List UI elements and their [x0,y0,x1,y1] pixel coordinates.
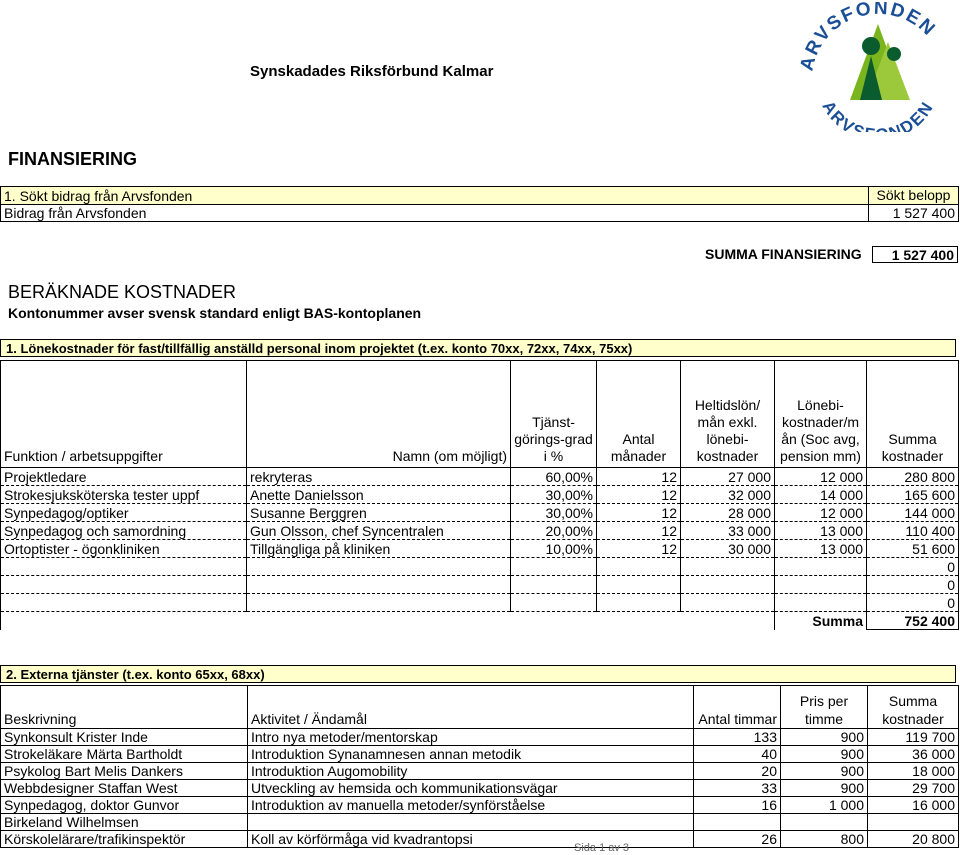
tjanstgoringsgrad-cell: 60,00% [511,468,597,486]
beskrivning-cell: Strokeläkare Märta Bartholdt [1,746,248,763]
bidrag-label: Bidrag från Arvsfonden [1,205,869,222]
namn-cell: rekryteras [247,468,511,486]
summa-cell: 20 800 [868,831,959,848]
namn-cell [247,594,511,612]
heltidslon-cell [681,576,775,594]
summa-cell: 0 [867,576,959,594]
lonekostnad-row [1,594,959,612]
svg-text:ARVSFONDEN [818,98,937,132]
antal-manader-cell [597,558,681,576]
kontonummer-note: Kontonummer avser svensk standard enligt BAS-kontoplanen [8,305,422,321]
col-lonebikostnader: Lönebi- kostnader/m ån (Soc avg, pension mm) [775,361,867,468]
summa-cell: 0 [867,558,959,576]
lonekostnad-row [1,468,959,486]
finansiering-heading: FINANSIERING [8,149,138,169]
summa-cell: 16 000 [868,797,959,814]
namn-cell [247,576,511,594]
summa-cell: 280 800 [867,468,959,486]
pris-per-timme-cell: 900 [781,746,868,763]
lonekostnader-summa-value: 752 400 [867,612,959,630]
namn-cell: Gun Olsson, chef Syncentralen [247,522,511,540]
extern-tjanst-row [1,780,959,797]
extern-tjanst-row [1,746,959,763]
sokt-bidrag-title: 1. Sökt bidrag från Arvsfonden [1,187,869,205]
funktion-cell: Synpedagog/optiker [1,504,247,522]
beraknade-kostnader-heading: BERÄKNADE KOSTNADER [8,282,237,302]
pris-per-timme-cell: 900 [781,763,868,780]
aktivitet-cell: Introduktion av manuella metoder/synförståelse [248,797,694,814]
beskrivning-cell: Synkonsult Krister Inde [1,729,248,746]
summa-finansiering-label: SUMMA FINANSIERING [705,246,862,262]
col-antal-timmar: Antal timmar [694,686,781,729]
antal-manader-cell: 12 [597,486,681,504]
aktivitet-cell: Introduktion Augomobility [248,763,694,780]
externa-tjanster-table [0,685,959,848]
extern-tjanst-row [1,797,959,814]
beskrivning-cell: Birkeland Wilhelmsen [1,814,248,831]
summa-cell [868,814,959,831]
lonekostnad-row [1,558,959,576]
lonekostnad-row [1,486,959,504]
col-summa-kostnader: Summa kostnader [867,361,959,468]
logo-text-top: ARVSFONDEN [798,2,940,73]
antal-timmar-cell: 20 [694,763,781,780]
antal-manader-cell: 12 [597,504,681,522]
pris-per-timme-cell: 900 [781,729,868,746]
lonebikostnad-cell: 12 000 [775,504,867,522]
namn-cell: Tillgängliga på kliniken [247,540,511,558]
tjanstgoringsgrad-cell: 30,00% [511,486,597,504]
lonebikostnad-cell [775,594,867,612]
tjanstgoringsgrad-cell: 10,00% [511,540,597,558]
aktivitet-cell: Utveckling av hemsida och kommunikationsvägar [248,780,694,797]
sokt-belopp-header: Sökt belopp [869,187,959,205]
lonekostnad-row [1,522,959,540]
antal-timmar-cell: 16 [694,797,781,814]
aktivitet-cell: Koll av körförmåga vid kvadrantopsi [248,831,694,848]
heltidslon-cell [681,558,775,576]
pris-per-timme-cell [781,814,868,831]
summa-cell: 119 700 [868,729,959,746]
col-funktion: Funktion / arbetsuppgifter [1,361,247,468]
funktion-cell: Strokesjuksköterska tester uppf [1,486,247,504]
page-footer: Sida 1 av 3 [574,842,630,854]
funktion-cell: Projektledare [1,468,247,486]
bidrag-value: 1 527 400 [869,205,959,222]
antal-manader-cell [597,576,681,594]
funktion-cell: Ortoptister - ögonkliniken [1,540,247,558]
lonekostnader-summa-label: Summa [775,612,867,630]
antal-timmar-cell: 33 [694,780,781,797]
lonekostnad-row [1,576,959,594]
heltidslon-cell: 32 000 [681,486,775,504]
antal-timmar-cell [694,814,781,831]
antal-manader-cell: 12 [597,468,681,486]
heltidslon-cell: 27 000 [681,468,775,486]
col-summa-kostnader-ext: Summa kostnader [868,686,959,729]
organization-name: Synskadades Riksförbund Kalmar [250,63,494,80]
aktivitet-cell [248,814,694,831]
extern-tjanst-row [1,729,959,746]
col-pris-per-timme: Pris per timme [781,686,868,729]
namn-cell: Anette Danielsson [247,486,511,504]
lonekostnader-summa-row [1,612,959,630]
summa-spacer [1,612,775,630]
aktivitet-cell: Intro nya metoder/mentorskap [248,729,694,746]
pris-per-timme-cell: 1 000 [781,797,868,814]
sokt-bidrag-table [0,186,959,222]
col-heltidslon: Heltidslön/ mån exkl. lönebi- kostnader [681,361,775,468]
extern-tjanst-row [1,814,959,831]
extern-tjanst-row [1,831,959,848]
beskrivning-cell: Körskolelärare/trafikinspektör [1,831,248,848]
lonekostnader-table [0,360,959,630]
lonekostnad-row [1,504,959,522]
col-beskrivning: Beskrivning [1,686,248,729]
antal-timmar-cell: 40 [694,746,781,763]
externa-tjanster-section-title: 2. Externa tjänster (t.ex. konto 65xx, 68xx) [0,665,956,683]
summa-cell: 144 000 [867,504,959,522]
lonebikostnad-cell: 12 000 [775,468,867,486]
tjanstgoringsgrad-cell [511,558,597,576]
tjanstgoringsgrad-cell: 20,00% [511,522,597,540]
namn-cell [247,558,511,576]
heltidslon-cell [681,594,775,612]
funktion-cell [1,558,247,576]
col-namn: Namn (om möjligt) [247,361,511,468]
logo-text-bottom: ARVS NDEN [818,97,938,132]
pris-per-timme-cell: 800 [781,831,868,848]
summa-cell: 110 400 [867,522,959,540]
beskrivning-cell: Webbdesigner Staffan West [1,780,248,797]
lonekostnader-section-title: 1. Lönekostnader för fast/tillfällig anställd personal inom projektet (t.ex. konto 70xx, 72xx, 74xx, 75xx) [0,339,956,357]
antal-manader-cell: 12 [597,522,681,540]
funktion-cell: Synpedagog och samordning [1,522,247,540]
summa-finansiering-value: 1 527 400 [872,246,958,263]
tjanstgoringsgrad-cell: 30,00% [511,504,597,522]
aktivitet-cell: Introduktion Synanamnesen annan metodik [248,746,694,763]
summa-cell: 36 000 [868,746,959,763]
antal-timmar-cell: 133 [694,729,781,746]
antal-timmar-cell: 26 [694,831,781,848]
summa-cell: 18 000 [868,763,959,780]
heltidslon-cell: 30 000 [681,540,775,558]
summa-cell: 29 700 [868,780,959,797]
lonekostnad-row [1,540,959,558]
heltidslon-cell: 28 000 [681,504,775,522]
lonebikostnad-cell [775,576,867,594]
extern-tjanst-row [1,763,959,780]
antal-manader-cell: 12 [597,540,681,558]
namn-cell: Susanne Berggren [247,504,511,522]
tjanstgoringsgrad-cell [511,576,597,594]
funktion-cell [1,594,247,612]
antal-manader-cell [597,594,681,612]
lonebikostnad-cell [775,558,867,576]
arvsfonden-logo [798,2,958,132]
col-tjanstgoringsgrad: Tjänst- görings-grad i % [511,361,597,468]
funktion-cell [1,576,247,594]
col-aktivitet: Aktivitet / Ändamål [248,686,694,729]
pris-per-timme-cell: 900 [781,780,868,797]
lonebikostnad-cell: 13 000 [775,540,867,558]
beskrivning-cell: Psykolog Bart Melis Dankers [1,763,248,780]
summa-cell: 165 600 [867,486,959,504]
lonebikostnad-cell: 13 000 [775,522,867,540]
heltidslon-cell: 33 000 [681,522,775,540]
summa-cell: 0 [867,594,959,612]
col-antal-manader: Antal månader [597,361,681,468]
beskrivning-cell: Synpedagog, doktor Gunvor [1,797,248,814]
lonebikostnad-cell: 14 000 [775,486,867,504]
tjanstgoringsgrad-cell [511,594,597,612]
summa-cell: 51 600 [867,540,959,558]
